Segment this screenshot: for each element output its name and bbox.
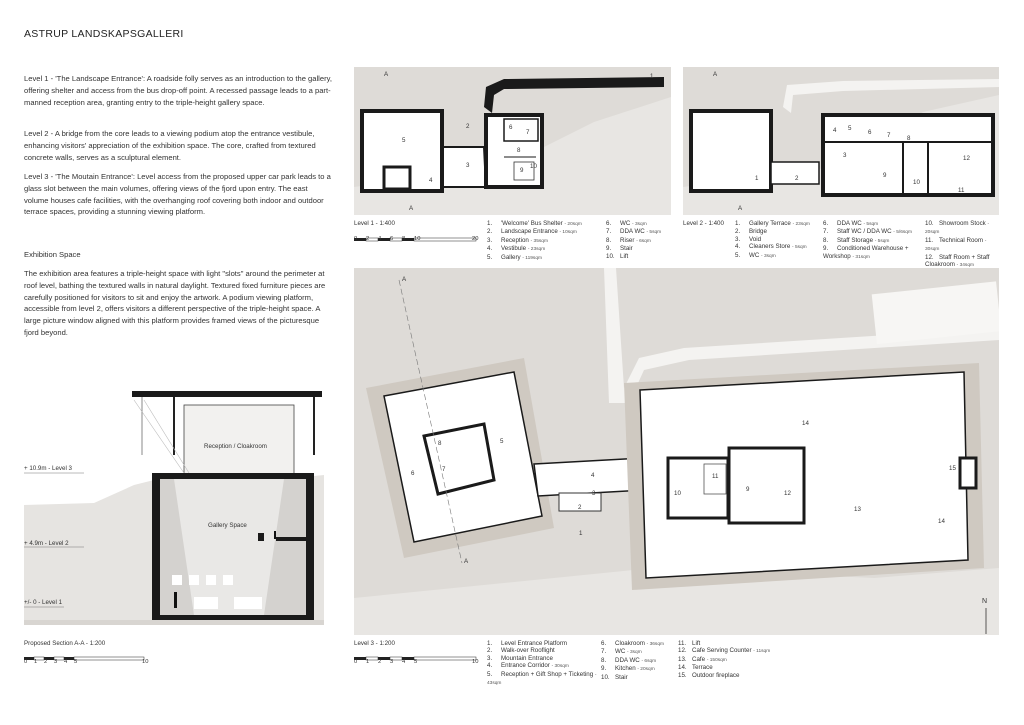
level1-plan [354, 67, 671, 215]
room-number: 11 [712, 473, 719, 480]
scale-tick: 6 [390, 236, 394, 242]
level3-plan [354, 268, 999, 635]
scale-tick: 1 [366, 659, 370, 665]
room-number: 3 [843, 152, 847, 159]
exhibition-heading: Exhibition Space [24, 250, 81, 259]
legend-item: 8. Staff Storage - 5sqm [823, 236, 890, 244]
legend-item: 2. Walk-over Rooflight [487, 647, 555, 655]
legend-item: 11. Technical Room - 30sqm [925, 236, 987, 253]
legend-item: 8. Riser - 6sqm [606, 236, 651, 244]
room-number: 10 [530, 163, 537, 170]
legend-item: 10. Lift [606, 252, 629, 260]
legend-item: 10. Stair [601, 673, 628, 681]
level1-caption: Level 1 - 1:400 [354, 220, 395, 227]
legend-item: 1. 'Welcome' Bus Shelter - 20sqm [487, 220, 582, 227]
room-number: 4 [591, 472, 595, 479]
room-number: 5 [500, 438, 504, 445]
room-number: 5 [848, 125, 852, 132]
legend-item: 3. Mountain Entrance [487, 654, 553, 662]
room-number: 9 [746, 486, 750, 493]
scale-tick: 2 [366, 236, 370, 242]
room-number: 7 [526, 129, 530, 136]
room-number: 1 [755, 175, 759, 182]
legend-item: 1. Gallery Terrace - 23sqm [735, 220, 810, 227]
section-level3-label: + 10.9m - Level 3 [24, 465, 72, 472]
scale-tick: 3 [390, 659, 394, 665]
legend-item: 15. Outdoor fireplace [678, 671, 740, 679]
room-number: 8 [517, 147, 521, 154]
room-number: 3 [592, 490, 596, 497]
legend-item: 3. Void [735, 235, 762, 243]
level1-legend-col2 [606, 220, 676, 260]
section-drawing [24, 385, 324, 625]
scale-tick: 10 [414, 236, 421, 242]
section-level2-label: + 4.9m - Level 2 [24, 540, 69, 547]
level2-legend-col2 [823, 220, 923, 261]
scale-tick: 4 [64, 659, 68, 665]
legend-item: 12. Staff Room + Staff Cloakroom - 34sqm [925, 253, 990, 269]
legend-item: 2. Landscape Entrance - 10sqm [487, 228, 577, 236]
north-label: N [982, 598, 988, 605]
page-title: ASTRUP LANDSKAPSGALLERI [24, 28, 184, 40]
room-number: 4 [429, 177, 433, 184]
room-number: 2 [795, 175, 799, 182]
room-number: 7 [887, 132, 891, 139]
level3-caption: Level 3 - 1:200 [354, 640, 395, 647]
legend-item: 10. Showroom Stock - 20sqm [925, 220, 990, 236]
scale-tick: 5 [414, 659, 418, 665]
scale-tick: 4 [402, 659, 406, 665]
room-number: 9 [883, 172, 887, 179]
exhibition-description: The exhibition area features a triple-height space with light "slots" around the perimeter at roof level, bathing the textured walls in natural daylight. Textured fixed furniture pieces are carefully positioned for visitors to sit and enjoy the artwork. A podium viewing platform, accessible from level 2, offers visitors a different perspective of the triple-height space. A large picture window aligned with this platform provides framed views of the picturesque fjord beyond. [24, 269, 326, 337]
level1-scale-bar [354, 230, 484, 246]
level2-plan [683, 67, 999, 215]
legend-item: 7. Staff WC / DDA WC - 5/6sqm [823, 228, 912, 236]
legend-item: 9. Conditioned Warehouse + Workshop - 31sqm [823, 245, 909, 260]
legend-item: 6. Cloakroom - 36sqm [601, 640, 664, 647]
legend-item: 5. WC - 3sqm [735, 251, 776, 259]
legend-item: 6. WC - 3sqm [606, 220, 647, 227]
room-number: 3 [466, 162, 470, 169]
section-caption: Proposed Section A-A - 1:200 [24, 640, 106, 647]
room-number: 10 [913, 179, 920, 186]
scale-tick: 2 [44, 659, 48, 665]
room-number: 9 [520, 167, 524, 174]
level2-legend-col3 [925, 220, 1001, 269]
room-number: 2 [466, 123, 470, 130]
section-marker: A [713, 71, 718, 78]
level3-legend-col1 [487, 640, 599, 687]
room-number: 5 [402, 137, 406, 144]
scale-tick: 0 [24, 659, 28, 665]
room-number: 6 [509, 124, 513, 131]
legend-item: 5. Reception + Gift Shop + Ticketing - 43sqm [487, 670, 597, 687]
section-marker: A [738, 205, 743, 212]
legend-item: 1. Level Entrance Platform [487, 640, 568, 647]
legend-item: 4. Cleaners Store - 5sqm [735, 243, 807, 251]
room-number: 8 [438, 440, 442, 447]
level1-description: Level 1 - 'The Landscape Entrance': A roadside folly serves as an introduction to the gallery, offering shelter and access from the bus drop-off point. A recessed passage leads to a part-manned reception area, granting entry to the triple-height gallery space. [24, 74, 332, 107]
scale-tick: 0 [354, 236, 358, 242]
room-number: 6 [411, 470, 415, 477]
room-number: 14 [938, 518, 945, 525]
legend-item: 12. Cafe Serving Counter - 11sqm [678, 647, 771, 655]
room-number: 15 [949, 465, 956, 472]
legend-item: 8. DDA WC - 6sqm [601, 656, 657, 664]
level3-legend-col3 [678, 640, 788, 679]
room-number: 8 [907, 135, 911, 142]
level2-legend-col1 [735, 220, 825, 260]
section-marker: A [384, 71, 389, 78]
room-number: 10 [674, 490, 681, 497]
room-number: 12 [784, 490, 791, 497]
scale-tick: 3 [54, 659, 58, 665]
room-number: 4 [833, 127, 837, 134]
legend-item: 3. Reception - 35sqm [487, 236, 548, 244]
room-number: 2 [578, 504, 582, 511]
legend-item: 5. Gallery - 119sqm [487, 253, 542, 261]
gallery-space-label: Gallery Space [208, 522, 247, 529]
room-number: 7 [442, 466, 446, 473]
section-scale-bar [24, 650, 154, 670]
legend-item: 4. Vestibule - 23sqm [487, 245, 546, 253]
scale-tick: 1 [34, 659, 38, 665]
scale-tick: 10 [142, 659, 149, 665]
legend-item: 11. Lift [678, 640, 701, 647]
section-marker: A [409, 205, 414, 212]
section-marker: A [402, 276, 407, 283]
level1-legend-col1 [487, 220, 602, 262]
room-number: 12 [963, 155, 970, 162]
level2-description: Level 2 - A bridge from the core leads to a viewing podium atop the entrance vestibule, enhancing visitors' appreciation of the exhibition space. The core, crafted from textured concrete walls, serves as a sculptural element. [24, 129, 316, 162]
legend-item: 14. Terrace [678, 664, 713, 672]
reception-cloakroom-label: Reception / Cloakroom [204, 443, 267, 450]
scale-tick: 8 [402, 236, 406, 242]
level3-description: Level 3 - 'The Moutain Entrance': Level access from the proposed upper car park leads to a glass slot between the main volumes, offering views of the fjord upon entry. The east volume houses cafe facilities, with the overhanging roof covering both indoor and outdoor terrace spaces, providing a stunning viewing platform. [24, 172, 331, 217]
level3-legend-col2 [601, 640, 677, 681]
room-number: 1 [579, 530, 583, 537]
scale-tick: 0 [354, 659, 358, 665]
section-marker: A [464, 558, 469, 565]
room-number: 1 [650, 73, 654, 80]
legend-item: 7. DDA WC - 5sqm [606, 228, 662, 236]
section-level1-label: +/- 0 - Level 1 [24, 599, 63, 606]
level2-caption: Level 2 - 1:400 [683, 220, 724, 227]
legend-item: 6. DDA WC - 5sqm [823, 220, 879, 227]
room-number: 14 [802, 420, 809, 427]
legend-item: 4. Entrance Corridor - 30sqm [487, 662, 569, 670]
legend-item: 9. Stair [606, 245, 633, 253]
room-number: 11 [958, 187, 965, 194]
legend-item: 9. Kitchen - 20sqm [601, 665, 655, 673]
legend-item: 7. WC - 3sqm [601, 648, 642, 656]
scale-tick: 4 [378, 236, 382, 242]
legend-item: 13. Cafe - 150sqm [678, 655, 727, 663]
scale-tick: 2 [378, 659, 382, 665]
legend-item: 2. Bridge [735, 228, 767, 236]
scale-tick: 10 [472, 659, 479, 665]
room-number: 6 [868, 129, 872, 136]
scale-tick: 5 [74, 659, 78, 665]
scale-tick: 20 [472, 236, 479, 242]
level3-scale-bar [354, 650, 484, 670]
room-number: 13 [854, 506, 861, 513]
